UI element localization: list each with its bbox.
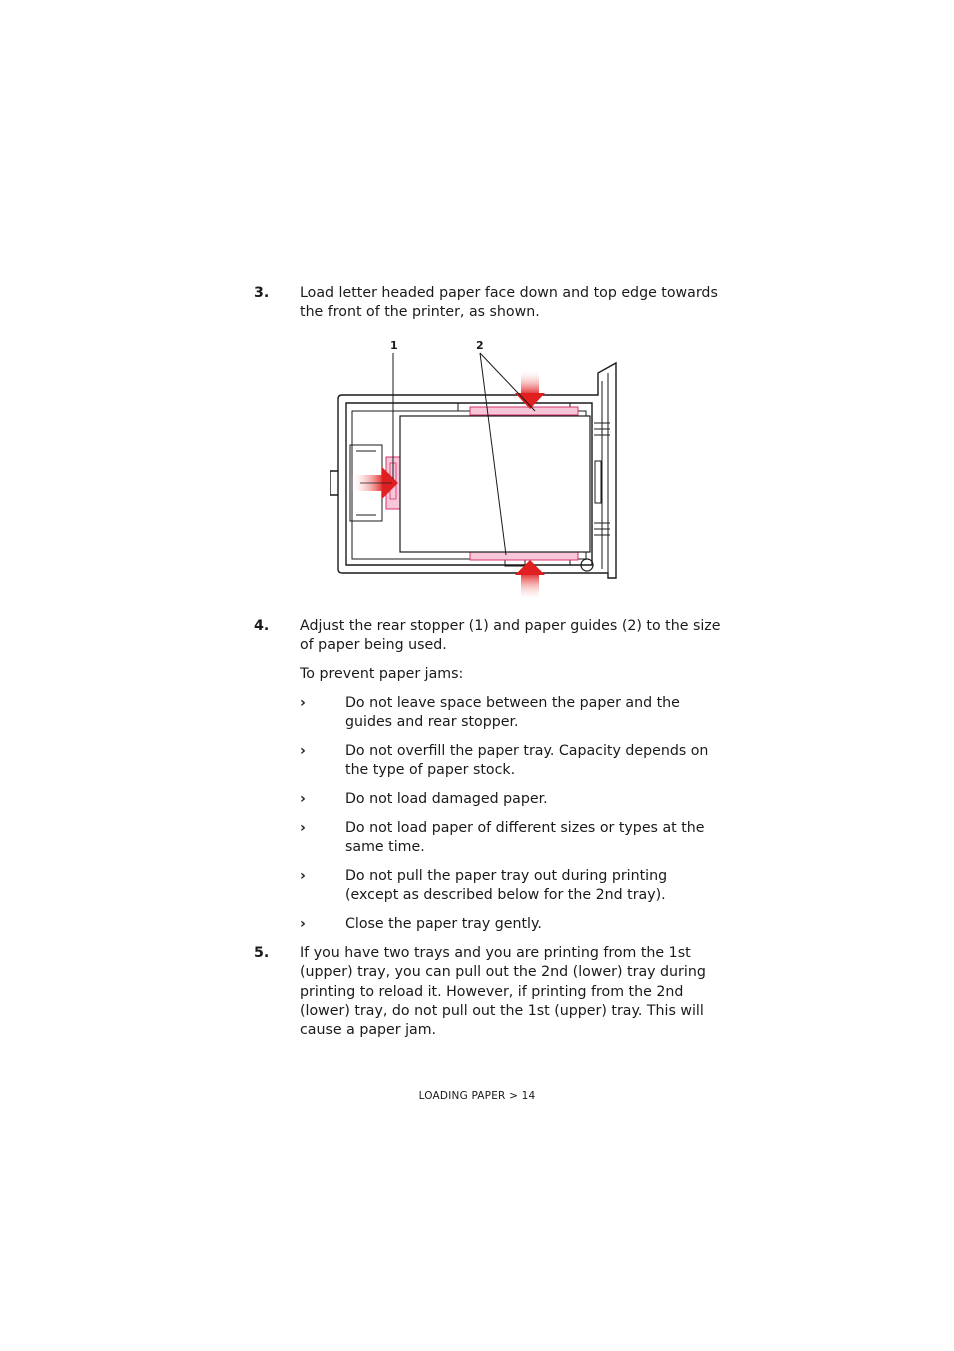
- bullet-marker: ›: [300, 695, 306, 711]
- bottom-paper-guide: [470, 552, 578, 560]
- bullet-text: Do not overfill the paper tray. Capacity depends on the type of paper stock.: [345, 743, 709, 779]
- step-text: Load letter headed paper face down and top edge towards the front of the printer, as shown.: [300, 285, 718, 321]
- step-number: 4.: [254, 618, 270, 634]
- callout-1: 1: [390, 339, 398, 352]
- bullet-marker: ›: [300, 743, 306, 759]
- paper-tray-figure: [330, 333, 630, 603]
- prevent-intro: To prevent paper jams:: [300, 666, 464, 682]
- top-paper-guide: [470, 407, 578, 415]
- paper-sheet: [400, 416, 590, 552]
- page-footer: LOADING PAPER > 14: [418, 1090, 536, 1102]
- bullet-marker: ›: [300, 791, 306, 807]
- bullet-text: Do not load damaged paper.: [345, 791, 548, 807]
- step-number: 3.: [254, 285, 270, 301]
- bullet-text: Do not leave space between the paper and the guides and rear stopper.: [345, 695, 680, 731]
- bullet-text: Do not load paper of different sizes or types at the same time.: [345, 820, 705, 856]
- callout-2: 2: [476, 339, 484, 352]
- step-text: If you have two trays and you are printing from the 1st (upper) tray, you can pull out the 2nd (lower) tray during printing to reload it. However, if printing from the 2nd (lower) tray, do not pull out the 1st (upper) tray. This will cause a paper jam.: [300, 945, 706, 1039]
- bullet-text: Close the paper tray gently.: [345, 916, 542, 932]
- paper-tray-illustration: [330, 333, 630, 603]
- bullet-text: Do not pull the paper tray out during printing (except as described below for the 2nd tray).: [345, 868, 668, 904]
- step-number: 5.: [254, 945, 270, 961]
- bullet-marker: ›: [300, 868, 306, 884]
- step-text: Adjust the rear stopper (1) and paper guides (2) to the size of paper being used.: [300, 618, 721, 654]
- bullet-marker: ›: [300, 820, 306, 836]
- bullet-marker: ›: [300, 916, 306, 932]
